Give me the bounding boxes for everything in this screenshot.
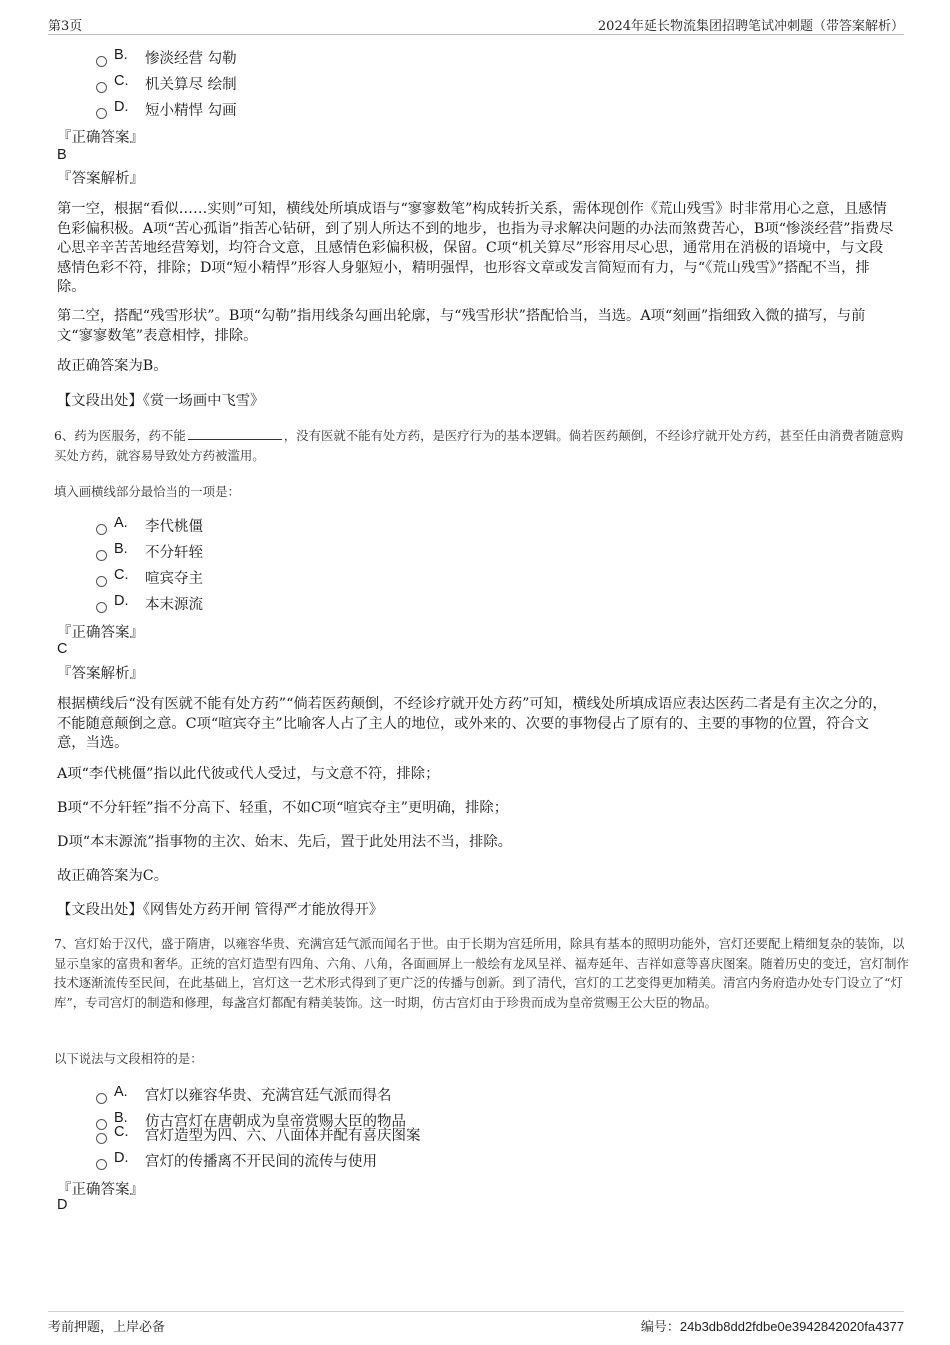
q6-analysis-p2: A项“李代桃僵”指以此代彼或代人受过，与文意不符，排除； xyxy=(57,766,440,782)
q6-source: 【文段出处】《网售处方药开闸 管得严才能放得开》 xyxy=(57,902,384,918)
q7-answer-label: 『正确答案』 xyxy=(57,1182,144,1198)
q6-analysis-conclusion: 故正确答案为C。 xyxy=(57,868,169,884)
q5-answer: B xyxy=(57,147,67,163)
q5-analysis-p1: 第一空，根据“看似……实则”可知，横线处所填成语与“寥寥数笔”构成转折关系，需体现创作《荒山残雪》时非常用心之意，且感情色彩偏积极。A项“苦心孤诣”指苦心钻研，到了别人所达不到的地步，也指为寻求解决问题的办法而煞费苦心，B项“惨淡经营”指费尽心思辛辛苦苦地经营筹划，均符合文意，且感情色彩偏积极，保留。C项“机关算尽”形容用尽心思，通常用在消极的语境中，与文段感情色彩不符，排除；D项“短小精悍”形容人身躯短小，精明强悍，也形容文章或发言简短而有力，与“《荒山残雪》”搭配不当，排除。 xyxy=(57,201,894,295)
fill-blank xyxy=(188,427,282,440)
footer-code: 编号：24b3db8dd2fdbe0e3942842020fa4377 xyxy=(640,1319,904,1335)
radio-icon[interactable] xyxy=(96,56,107,67)
q6-analysis-label: 『答案解析』 xyxy=(57,666,144,682)
q5-answer-label: 『正确答案』 xyxy=(57,130,144,146)
q6-analysis-p1: 根据横线后“没有医就不能有处方药”“倘若医药颠倒，不经诊疗就开处方药”可知，横线处所填成语应表达医药二者是有主次之分的，不能随意颠倒之意。C项“喧宾夺主”比喻客人占了主人的地位，或外来的、次要的事物侵占了原有的、主要的事物的位置，符合文意，当选。 xyxy=(57,696,887,751)
radio-icon[interactable] xyxy=(96,524,107,535)
radio-icon[interactable] xyxy=(96,602,107,613)
page-number: 第3页 xyxy=(48,19,83,34)
radio-icon[interactable] xyxy=(96,108,107,119)
radio-icon[interactable] xyxy=(96,576,107,587)
q6-stem: 6、药为医服务，药不能 ，没有医就不能有处方药，是医疗行为的基本逻辑。倘若医药颠倒，不经诊疗就开处方药，甚至任由消费者随意购买处方药，就容易导致处方药被滥用。 xyxy=(54,428,904,463)
q5-analysis-p2: 第二空，搭配“残雪形状”。B项“勾勒”指用线条勾画出轮廓，与“残雪形状”搭配恰当，当选。A项“刻画”指细致入微的描写，与前文“寥寥数笔”表意相悖，排除。 xyxy=(57,308,866,344)
radio-icon[interactable] xyxy=(96,82,107,93)
radio-icon[interactable] xyxy=(96,1133,107,1144)
radio-icon[interactable] xyxy=(96,1159,107,1170)
q5-source: 【文段出处】《赏一场画中飞雪》 xyxy=(57,393,265,409)
q7-answer: D xyxy=(57,1197,68,1213)
radio-icon[interactable] xyxy=(96,1119,107,1130)
radio-icon[interactable] xyxy=(96,1093,107,1104)
q5-analysis-label: 『答案解析』 xyxy=(57,171,144,187)
q5-analysis-conclusion: 故正确答案为B。 xyxy=(57,358,168,374)
page-header xyxy=(48,12,904,35)
q7-prompt: 以下说法与文段相符的是： xyxy=(54,1051,203,1066)
q6-analysis-p3: B项“不分轩轾”指不分高下、轻重，不如C项“喧宾夺主”更明确，排除； xyxy=(57,800,508,816)
q7-stem: 7、宫灯始于汉代，盛于隋唐，以雍容华贵、充满宫廷气派而闻名于世。由于长期为宫廷所用，除具有基本的照明功能外，宫灯还要配上精细复杂的装饰，以显示皇家的富贵和奢华。正统的宫灯造型有四角、六角、八角，各面画屏上一般绘有龙凤呈祥、福寿延年、吉祥如意等喜庆图案。随着历史的变迁，宫灯制作技术逐渐流传至民间，在此基础上，宫灯这一艺术形式得到了更广泛的传播与创新。到了清代，宫灯的工艺变得更加精美。清宫内务府造办处专门设立了“灯库”，专司宫灯的制造和修理，每盏宫灯都配有精美装饰。这一时期，仿古宫灯由于珍贵而成为皇帝赏赐王公大臣的物品。 xyxy=(54,936,909,1010)
q6-answer-label: 『正确答案』 xyxy=(57,625,144,641)
footer-slogan: 考前押题，上岸必备 xyxy=(48,1320,166,1335)
radio-icon[interactable] xyxy=(96,550,107,561)
q6-answer: C xyxy=(57,641,68,657)
q6-prompt: 填入画横线部分最恰当的一项是： xyxy=(54,484,240,499)
document-title: 2024年延长物流集团招聘笔试冲刺题（带答案解析） xyxy=(597,19,904,34)
q6-analysis-p4: D项“本末源流”指事物的主次、始末、先后，置于此处用法不当，排除。 xyxy=(57,834,512,850)
page-footer xyxy=(48,1311,904,1335)
